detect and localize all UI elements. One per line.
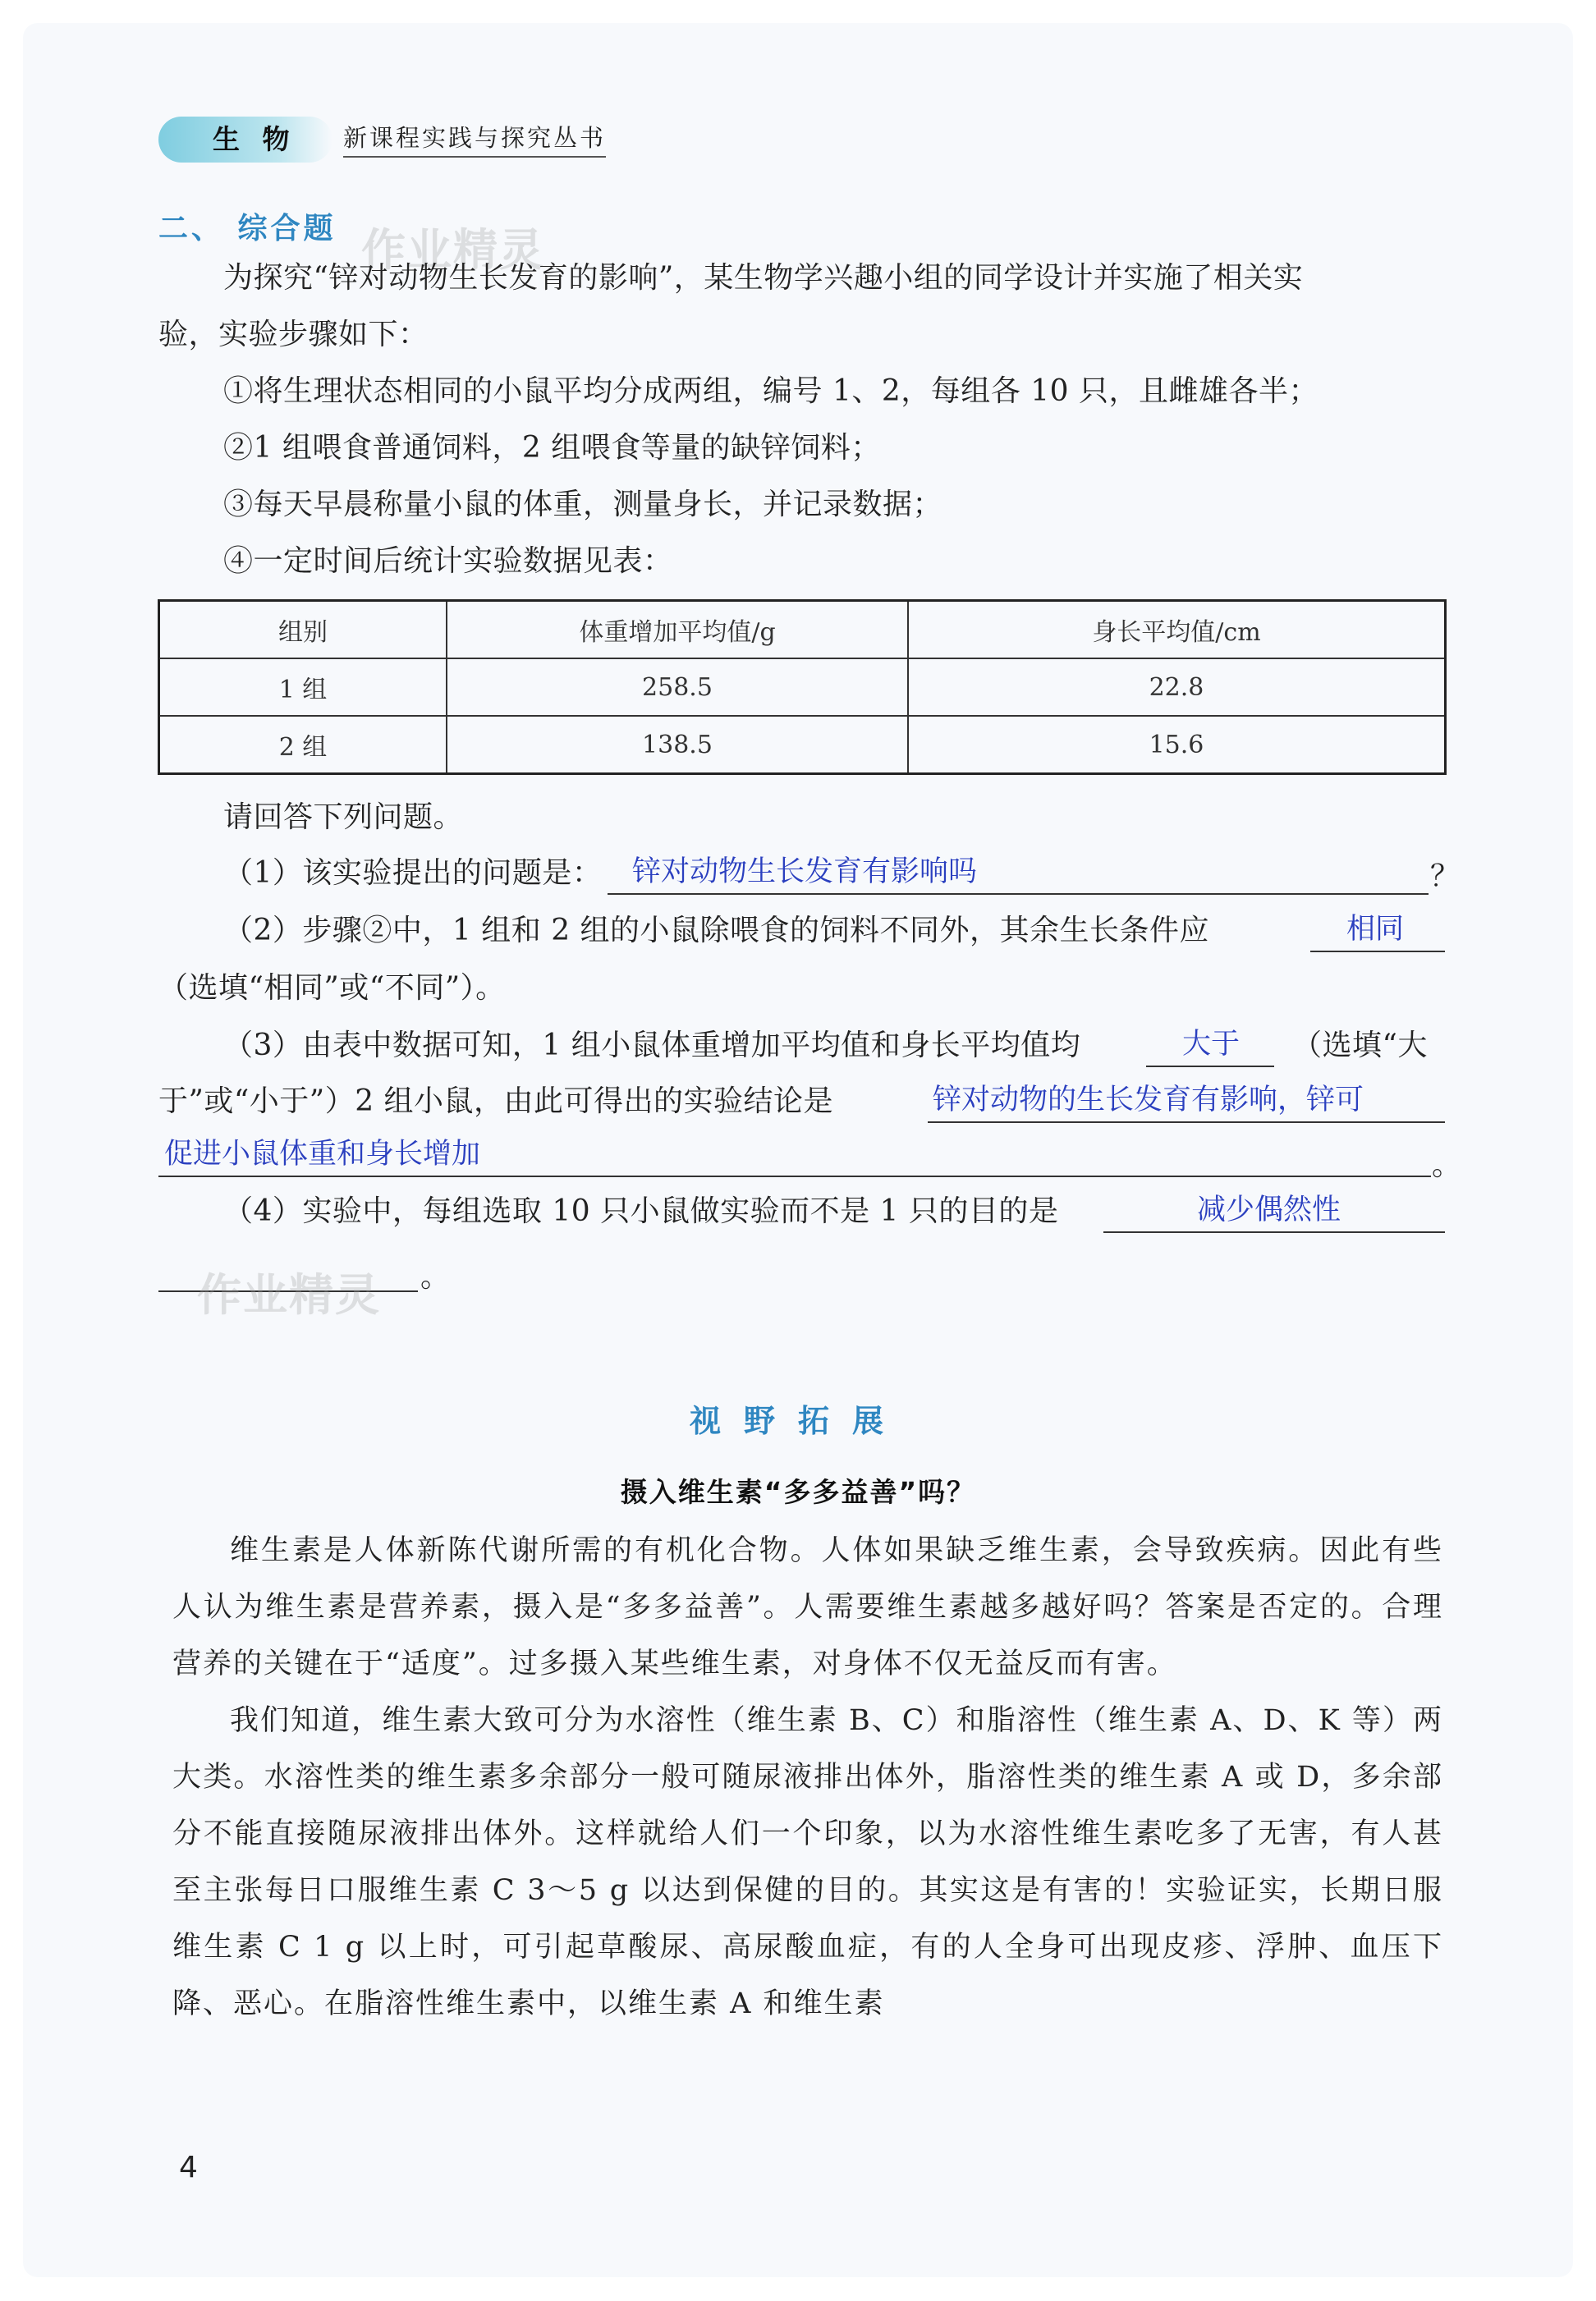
step-4: ④一定时间后统计实验数据见表： xyxy=(223,544,673,578)
table-cell: 22.8 xyxy=(908,658,1446,716)
question-3-text: （3）由表中数据可知，1 组小鼠体重增加平均值和身长平均值均 xyxy=(223,1029,1081,1062)
table-header: 身长平均值/cm xyxy=(908,601,1446,659)
answer-4: 减少偶然性 xyxy=(1197,1194,1341,1226)
question-4-end: 。 xyxy=(420,1260,451,1294)
answer-line-1 xyxy=(608,893,1429,895)
table-cell: 138.5 xyxy=(447,716,908,774)
question-3-tail: （选填“大 xyxy=(1292,1029,1428,1062)
data-table xyxy=(158,599,1447,775)
table-cell: 1 组 xyxy=(159,658,447,716)
watermark-bottom: 作业精灵 xyxy=(197,1269,381,1321)
question-2-text: （2）步骤②中，1 组和 2 组的小鼠除喂食的饲料不同外，其余生长条件应 xyxy=(223,914,1210,947)
answer-line-3 xyxy=(1146,1066,1274,1067)
watermark-top: 作业精灵 xyxy=(361,224,545,276)
questions-prompt: 请回答下列问题。 xyxy=(223,800,464,834)
table-header: 组别 xyxy=(159,601,447,659)
series-title: 新课程实践与探究丛书 xyxy=(343,121,606,158)
table-row xyxy=(159,716,1446,774)
table-header: 体重增加平均值/g xyxy=(447,601,908,659)
answer-2: 相同 xyxy=(1346,913,1405,946)
article-body xyxy=(172,1523,1443,2033)
answer-3-part-a: 锌对动物的生长发育有影响，锌可 xyxy=(933,1084,1364,1116)
article-paragraph: 维生素是人体新陈代谢所需的有机化合物。人体如果缺乏维生素，会导致疾病。因此有些人认为维生素是营养素，摄入是“多多益善”。人需要维生素越多越好吗？答案是否定的。合理营养的关键在于“适度”。过多摄入某些维生素，对身体不仅无益反而有害。 xyxy=(172,1534,1443,1680)
question-1-end: ？ xyxy=(1430,859,1461,893)
subject-badge: 生 物 xyxy=(158,117,332,163)
intro-line-1: 为探究“锌对动物生长发育的影响”，某生物学兴趣小组的同学设计并实施了相关实 xyxy=(223,261,1304,295)
table-header-row xyxy=(159,601,1446,659)
table-row xyxy=(159,658,1446,716)
step-2: ②1 组喂食普通饲料，2 组喂食等量的缺锌饲料； xyxy=(223,431,881,465)
table-cell: 258.5 xyxy=(447,658,908,716)
question-3-end: 。 xyxy=(1432,1148,1462,1182)
table-cell: 15.6 xyxy=(908,716,1446,774)
step-3: ③每天早晨称量小鼠的体重，测量身长，并记录数据； xyxy=(223,488,943,521)
question-3-line2: 于”或“小于”）2 组小鼠，由此可得出的实验结论是 xyxy=(158,1084,834,1118)
answer-line-2 xyxy=(1310,951,1445,952)
intro-line-2: 验，实验步骤如下： xyxy=(158,318,429,351)
question-4-text: （4）实验中，每组选取 10 只小鼠做实验而不是 1 只的目的是 xyxy=(223,1194,1059,1228)
question-1-text: （1）该实验提出的问题是： xyxy=(223,856,603,890)
answer-line-3b xyxy=(928,1121,1445,1123)
answer-1: 锌对动物生长发育有影响吗 xyxy=(632,855,978,888)
table-cell: 2 组 xyxy=(159,716,447,774)
page-number: 4 xyxy=(179,2151,198,2184)
answer-line-3c xyxy=(158,1176,1431,1177)
article-title: 摄入维生素“多多益善”吗？ xyxy=(620,1476,976,1508)
extension-title: 视野拓展 xyxy=(689,1403,906,1439)
question-2-cont: （选填“相同”或“不同”）。 xyxy=(158,971,506,1005)
answer-line-4 xyxy=(1103,1231,1445,1233)
article-paragraph: 我们知道，维生素大致可分为水溶性（维生素 B、C）和脂溶性（维生素 A、D、K 等）两大类。水溶性类的维生素多余部分一般可随尿液排出体外，脂溶性类的维生素 A 或 D，多余部分不能直接随尿液排出体外。这样就给人们一个印象，以为水溶性维生素吃多了无害，有人甚至主张每日口服维生素 C 3～5 g 以达到保健的目的。其实这是有害的！实验证实，长期日服维生素 C 1 g 以上时，可引起草酸尿、高尿酸血症，有的人全身可出现皮疹、浮肿、血压下降、恶心。在脂溶性维生素中，以维生素 A 和维生素 xyxy=(172,1704,1443,2020)
answer-3-part-b: 促进小鼠体重和身长增加 xyxy=(164,1138,481,1171)
section-title: 二、 综合题 xyxy=(158,212,337,245)
step-1: ①将生理状态相同的小鼠平均分成两组，编号 1、2，每组各 10 只，且雌雄各半； xyxy=(223,374,1319,408)
answer-3: 大于 xyxy=(1182,1028,1241,1061)
